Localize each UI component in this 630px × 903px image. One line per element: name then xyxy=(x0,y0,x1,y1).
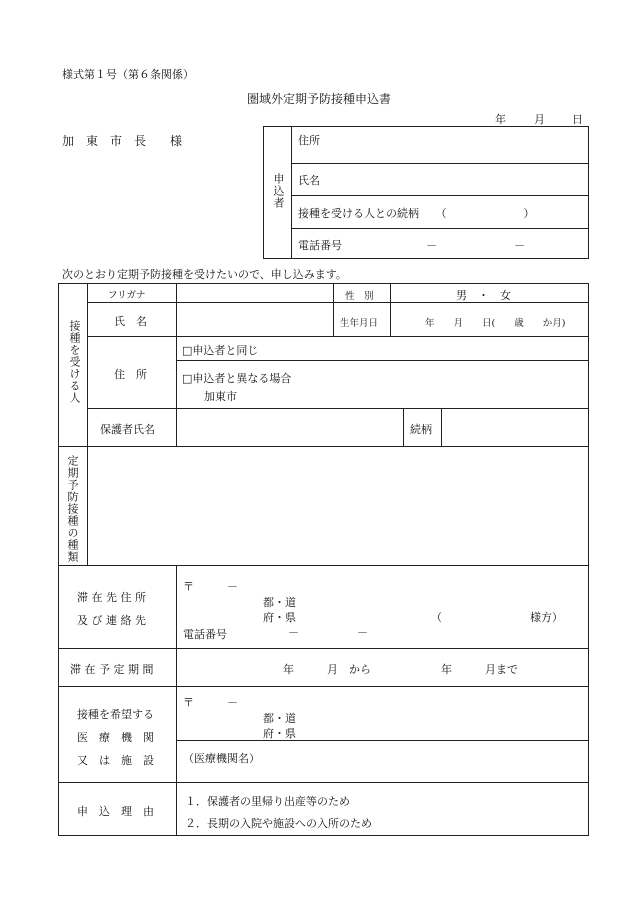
stay-period-from[interactable]: 年 月 から xyxy=(283,663,371,676)
stay-period-to[interactable]: 年 月まで xyxy=(441,663,518,676)
institution-postal-code[interactable]: 〒 － xyxy=(183,696,238,709)
reason-label: 申 込 理 由 xyxy=(77,805,154,818)
guardian-name-label: 保護者氏名 xyxy=(100,423,155,436)
dob-value[interactable]: 年 月 日( 歳 か月) xyxy=(425,318,566,329)
institution-label-3: 又 は 施 設 xyxy=(77,754,154,767)
furigana-label: フリガナ xyxy=(108,290,146,301)
date-month-label: 月 xyxy=(534,113,545,126)
dob-label: 生年月日 xyxy=(340,318,379,329)
stay-prefecture-2: 府・県 xyxy=(263,611,296,624)
stay-period-label: 滞 在 予 定 期 間 xyxy=(70,663,154,676)
reason-option-1[interactable]: １．保護者の里帰り出産等のため xyxy=(185,795,350,808)
recipient-name-input[interactable] xyxy=(180,306,330,332)
applicant-name-field[interactable]: 氏名 xyxy=(298,174,320,187)
addressee: 加 東 市 長 様 xyxy=(62,134,183,148)
stay-phone-dash-1: － xyxy=(288,626,299,639)
applicant-phone-field[interactable]: 電話番号 xyxy=(298,239,342,252)
stay-care-of[interactable]: （ 様方） xyxy=(431,611,563,624)
stay-phone-dash-2: － xyxy=(357,626,368,639)
applicant-phone-dash-1: － xyxy=(426,239,437,252)
vaccine-type-label: 定期予防接種の種類 xyxy=(66,455,79,563)
institution-label-2: 医 療 機 関 xyxy=(77,731,154,744)
date-day-label: 日 xyxy=(572,113,583,126)
recipient-section-label: 接種を受ける人 xyxy=(68,320,81,404)
vaccine-type-input[interactable] xyxy=(92,450,584,560)
reason-option-2[interactable]: ２．長期の入院や施設への入所のため xyxy=(185,817,372,830)
institution-prefecture-1: 都・道 xyxy=(263,712,296,725)
stay-postal-code[interactable]: 〒 － xyxy=(183,580,238,593)
applicant-phone-dash-2: － xyxy=(514,239,525,252)
intro-text: 次のとおり定期予防接種を受けたいので、申し込みます。 xyxy=(62,268,347,281)
different-address-checkbox[interactable]: □申込者と異なる場合 xyxy=(182,372,292,385)
same-as-applicant-checkbox[interactable]: □申込者と同じ xyxy=(182,344,259,357)
stay-address-label-2: 及 び 連 絡 先 xyxy=(77,614,146,627)
city-label: 加東市 xyxy=(204,390,237,403)
date-year-label: 年 xyxy=(495,113,506,126)
institution-prefecture-2: 府・県 xyxy=(263,727,296,740)
guardian-relation-input[interactable] xyxy=(446,414,584,440)
recipient-address-label: 住 所 xyxy=(114,368,147,381)
form-title: 圏域外定期予防接種申込書 xyxy=(247,92,392,106)
guardian-relation-label: 続柄 xyxy=(410,423,432,436)
gender-label: 性 別 xyxy=(345,291,374,302)
stay-phone-label[interactable]: 電話番号 xyxy=(183,628,227,641)
guardian-name-input[interactable] xyxy=(182,414,398,440)
form-number: 様式第１号（第６条関係） xyxy=(62,68,194,81)
applicant-relation-field[interactable]: 接種を受ける人との続柄 （ ） xyxy=(298,207,535,220)
furigana-input[interactable] xyxy=(180,286,330,300)
applicant-address-field[interactable]: 住所 xyxy=(298,134,320,147)
stay-address-label-1: 滞 在 先 住 所 xyxy=(77,591,146,604)
recipient-name-label: 氏 名 xyxy=(114,315,147,328)
applicant-label: 申込者 xyxy=(272,173,285,209)
institution-name-label[interactable]: （医療機関名） xyxy=(183,752,260,765)
institution-label-1: 接種を希望する xyxy=(77,708,154,721)
gender-options[interactable]: 男 ・ 女 xyxy=(456,289,511,302)
stay-prefecture-1: 都・道 xyxy=(263,596,296,609)
